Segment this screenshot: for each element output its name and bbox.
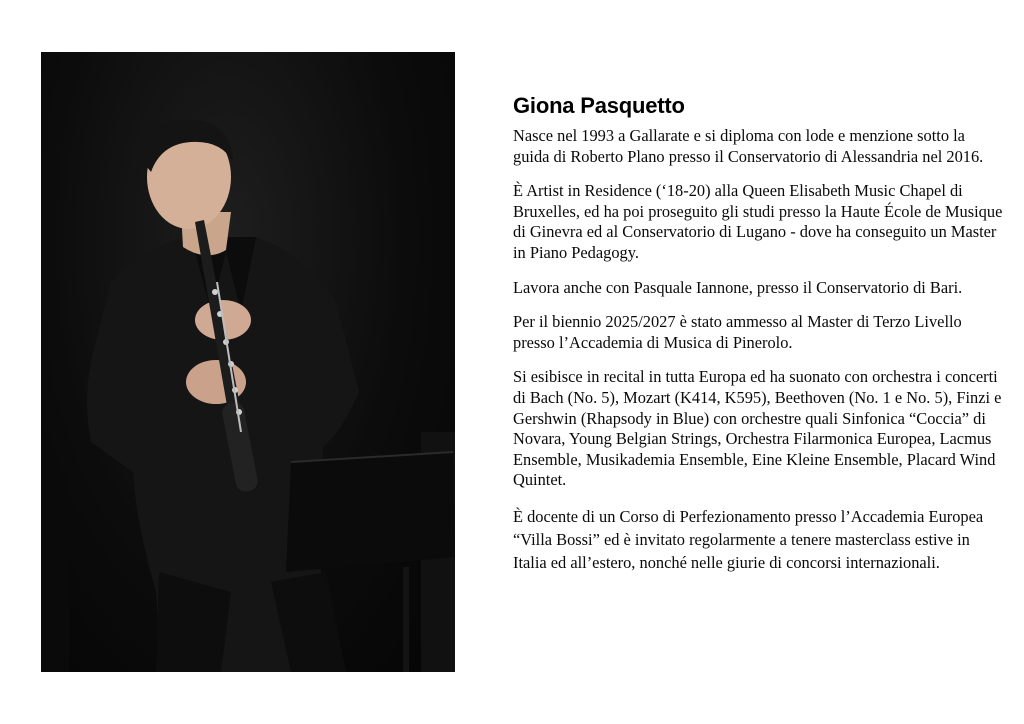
bio-paragraph-residence: È Artist in Residence (‘18-20) alla Queen Elisabeth Music Chapel di Bruxelles, ed ha poi proseguito gli studi presso la Haute École de Musique di Ginevra ed al Conservatorio di Lugano - dove ha conseguito un Master in Piano Pedagogy. bbox=[513, 181, 1003, 262]
bio-paragraph-birth: Nasce nel 1993 a Gallarate e si diploma con lode e menzione sotto la guida di Roberto Plano presso il Conservatorio di Alessandria nel 2016. bbox=[513, 126, 984, 166]
artist-name: Giona Pasquetto bbox=[513, 93, 685, 118]
biography bbox=[513, 93, 1005, 588]
bio-paragraph-master: Per il biennio 2025/2027 è stato ammesso al Master di Terzo Livello presso l’Accademia di Musica di Pinerolo. bbox=[513, 312, 962, 352]
bio-paragraph-concerts: Si esibisce in recital in tutta Europa ed ha suonato con orchestra i concerti di Bach (No. 5), Mozart (K414, K595), Beethoven (No. 1 e No. 5), Finzi e Gershwin (Rhapsody in Blue) con orchestre quali Sinfonica “Coccia” di Novara, Young Belgian Strings, Orchestra Filarmonica Europea, Lacmus Ensemble, Musikademia Ensemble, Eine Kleine Ensemble, Placard Wind Quintet. bbox=[513, 367, 1002, 490]
portrait-photo bbox=[41, 52, 455, 672]
bio-paragraph-teaching: È docente di un Corso di Perfezionamento presso l’Accademia Europea “Villa Bossi” ed è invitato regolarmente a tenere masterclass estive in Italia ed all’estero, nonché nelle giurie di concorsi internazionali. bbox=[513, 506, 984, 572]
bio-paragraph-work: Lavora anche con Pasquale Iannone, presso il Conservatorio di Bari. bbox=[513, 277, 963, 297]
